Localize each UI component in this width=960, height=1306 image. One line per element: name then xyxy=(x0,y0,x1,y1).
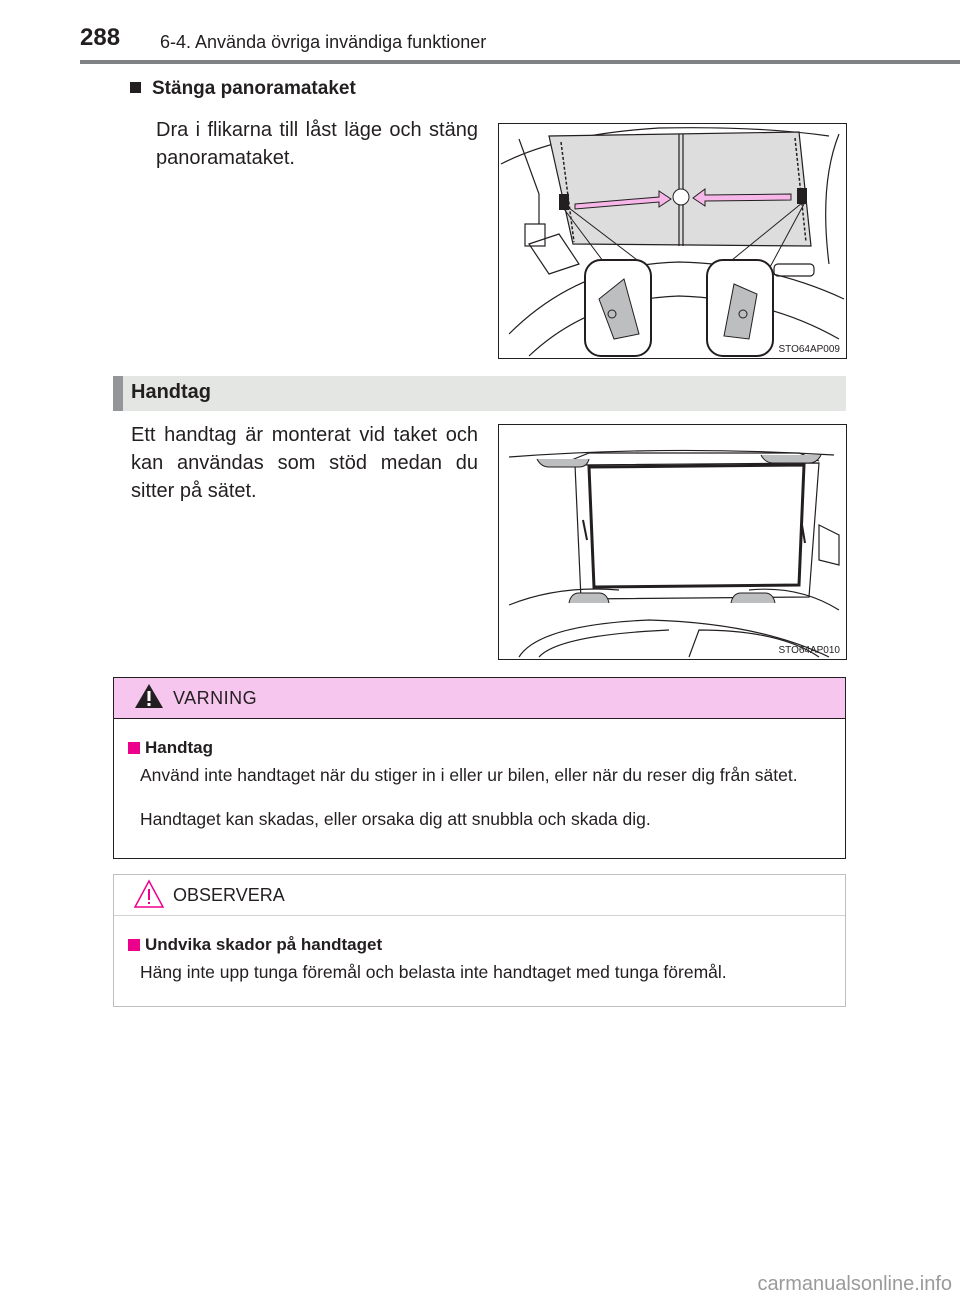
notice-box xyxy=(113,874,846,1007)
sunroof-illustration xyxy=(498,123,847,359)
section-band-handtag xyxy=(113,376,846,411)
notice-label: OBSERVERA xyxy=(173,885,285,905)
section-heading-panorama xyxy=(130,78,356,100)
warning-line-1: Använd inte handtaget när du stiger in i eller ur bilen, eller när du reser dig från sätet. xyxy=(140,765,798,785)
warning-subtitle-text: Handtag xyxy=(145,738,213,757)
warning-header xyxy=(114,678,845,719)
figure-id: STO64AP010 xyxy=(778,645,840,656)
sunroof-drawing xyxy=(499,124,846,358)
grab-handle-illustration xyxy=(498,424,847,660)
grab-handle-drawing xyxy=(499,425,846,659)
band-accent xyxy=(113,376,123,411)
header-divider xyxy=(80,60,960,64)
caution-triangle-icon xyxy=(134,879,164,909)
warning-box xyxy=(113,677,846,859)
notice-line-1: Häng inte upp tunga föremål och belasta inte handtaget med tunga föremål. xyxy=(140,962,727,982)
square-bullet-icon xyxy=(130,82,141,93)
notice-subtitle-text: Undvika skador på handtaget xyxy=(145,935,383,954)
square-bullet-icon xyxy=(128,939,140,951)
section-band-title: Handtag xyxy=(131,381,211,403)
watermark: carmanualsonline.info xyxy=(757,1273,952,1295)
chapter-title: 6-4. Använda övriga invändiga funktioner xyxy=(160,32,487,52)
warning-subtitle xyxy=(128,738,213,758)
instruction-text: Dra i flikarna till låst läge och stäng panoramataket. xyxy=(156,119,478,169)
warning-triangle-icon xyxy=(134,682,164,710)
notice-subtitle xyxy=(128,935,382,955)
notice-header xyxy=(114,875,845,916)
warning-line-2: Handtaget kan skadas, eller orsaka dig att snubbla och skada dig. xyxy=(140,809,651,829)
square-bullet-icon xyxy=(128,742,140,754)
page-number: 288 xyxy=(80,24,121,51)
handle-description: Ett handtag är monterat vid taket och kan användas som stöd medan du sitter på sätet. xyxy=(131,424,478,502)
warning-label: VARNING xyxy=(173,688,258,708)
figure-id: STO64AP009 xyxy=(778,344,840,355)
section-heading-text: Stänga panoramataket xyxy=(152,78,356,99)
